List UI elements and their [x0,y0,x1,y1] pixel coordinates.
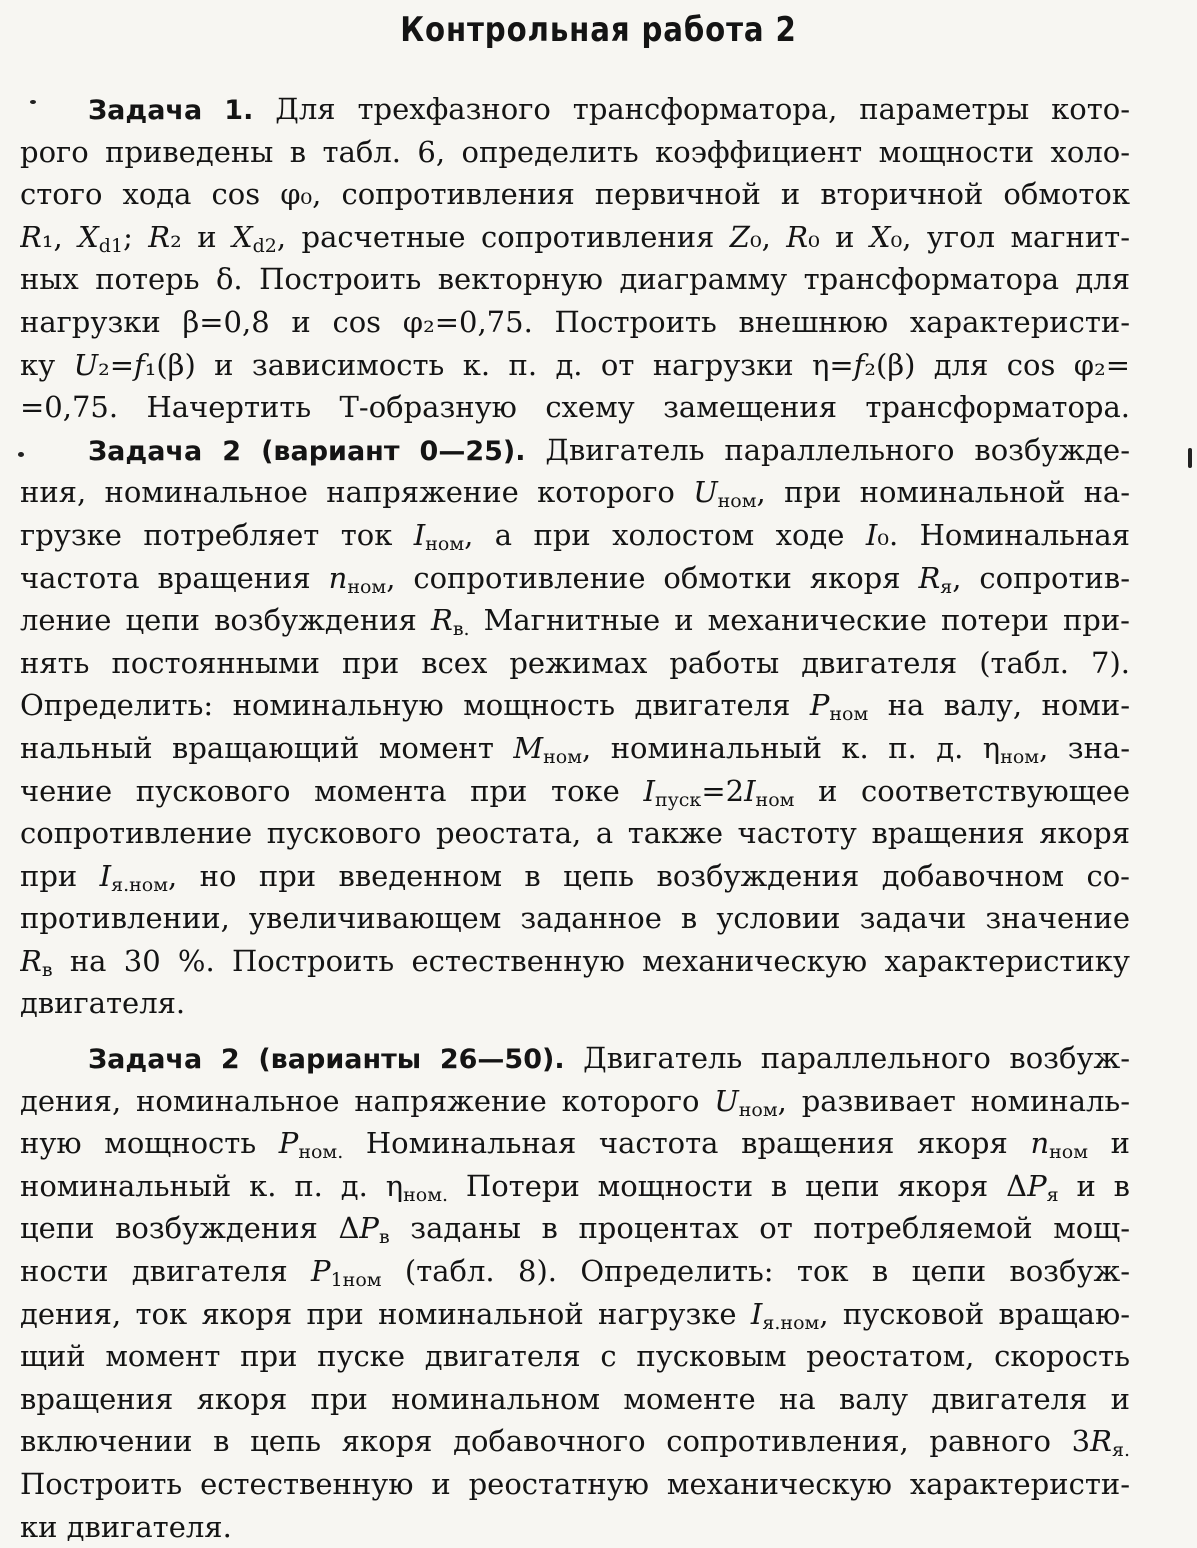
text-line: нальный вращающий момент $M_{ном}$, номинальный к. п. д. $\eta_{ном}$, зна- [20,730,1130,768]
text-line: чение пускового момента при токе $I_{пуск}=2I_{ном}$ и соответствующее [20,773,1130,811]
text-line: Определить: номинальную мощность двигателя $P_{ном}$ на валу, номи- [20,688,1130,726]
paragraph-gap [20,1025,1130,1037]
text-line: дения, номинальное напряжение которого $U_{ном}$, развивает номиналь- [20,1083,1130,1121]
text-line: ление цепи возбуждения $R_{в.}$ Магнитные и механические потери при- [20,603,1130,641]
task2a [20,429,1130,1025]
task1 [20,88,1130,429]
task-heading: Задача 2 (вариант 0—25). [88,435,526,467]
text-line: двигателя. [20,986,186,1021]
text-line: Построить естественную и реостатную механическую характеристи- [20,1467,1130,1501]
task-text: Двигатель параллельного возбуж- [564,1041,1130,1076]
text-line: частота вращения $n_{ном}$, сопротивление обмотки якоря $R_я$, сопротив- [20,560,1130,598]
text-line: дения, ток якоря при номинальной нагрузке $I_{я.ном}$, пусковой вращаю- [20,1296,1130,1334]
task2b [20,1037,1130,1548]
scan-speck [30,100,36,104]
text-line [20,429,1130,472]
text-line: грузке потребляет ток $I_{ном}$, а при холостом ходе I₀. Номинальная [20,517,1130,555]
text-line: R₁, $X_{d1}$; R₂ и $X_{d2}$, расчетные сопротивления Z₀, R₀ и X₀, угол магнит- [20,219,1130,257]
text-line: $R_в$ на 30 %. Построить естественную механическую характеристику [20,943,1130,981]
text-line: номинальный к. п. д. $\eta_{ном.}$ Потери мощности в цепи якоря $\Delta P_я$ и в [20,1168,1130,1206]
text-line: сопротивление пускового реостата, а также частоту вращения якоря [20,816,1130,851]
body-text [20,88,1130,1548]
text-line: ности двигателя $P_{1ном}$ (табл. 8). Определить: ток в цепи возбуж- [20,1254,1130,1292]
text-line: цепи возбуждения $\Delta P_в$ заданы в процентах от потребляемой мощ- [20,1211,1130,1249]
text-line: нять постоянными при всех режимах работы двигателя (табл. 7). [20,645,1130,680]
scan-speck [18,452,24,457]
text-line: включении в цепь якоря добавочного сопротивления, равного $3R_{я.}$ [20,1424,1130,1462]
text-line [20,1037,1130,1080]
text-line: ку U₂=f₁(β) и зависимость к. п. д. от нагрузки η=f₂(β) для cos φ₂= [20,347,1130,382]
task-heading: Задача 2 (варианты 26—50). [88,1044,565,1076]
text-line: стого хода cos φ₀, сопротивления первичной и вторичной обмоток [20,177,1130,212]
text-line: при $I_{я.ном}$, но при введенном в цепь возбуждения добавочном со- [20,858,1130,896]
page-title: Контрольная работа 2 [400,10,797,50]
text-line: щий момент при пуске двигателя с пусковым реостатом, скорость [20,1339,1130,1374]
text-line: ния, номинальное напряжение которого $U_{ном}$, при номинальной на- [20,475,1130,513]
text-line: ную мощность $P_{ном.}$ Номинальная частота вращения якоря $n_{ном}$ и [20,1126,1130,1164]
text-line: вращения якоря при номинальном моменте на валу двигателя и [20,1381,1130,1416]
text-line: противлении, увеличивающем заданное в условии задачи значение [20,901,1130,936]
text-line: =0,75. Начертить Т-образную схему замещения трансформатора. [20,390,1130,425]
scan-speck [1188,448,1192,468]
task-text: Для трехфазного трансформатора, параметры кото- [253,92,1130,126]
task-text: Двигатель параллельного возбужде- [525,432,1130,467]
text-line: нагрузки β=0,8 и cos φ₂=0,75. Построить внешнюю характеристи- [20,304,1130,339]
text-line: ных потерь δ. Построить векторную диаграмму трансформатора для [20,262,1130,297]
text-line: ки двигателя. [20,1509,232,1544]
text-line: рого приведены в табл. 6, определить коэффициент мощности холо- [20,134,1130,169]
task-heading: Задача 1. [88,95,254,126]
text-line [20,88,1130,131]
